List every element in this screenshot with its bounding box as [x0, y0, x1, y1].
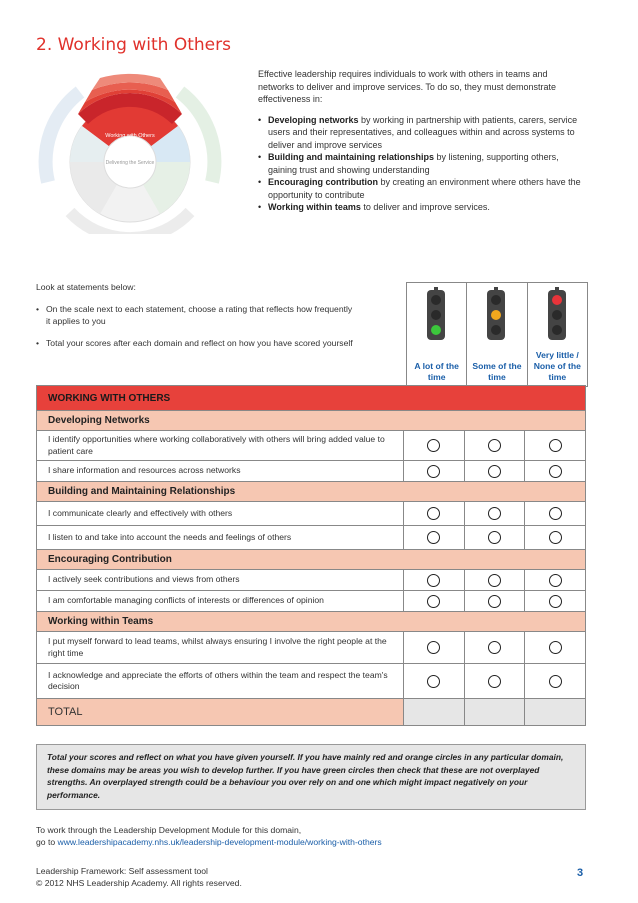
instructions-item: • Total your scores after each domain and reflect on how you have scored yourself: [36, 337, 356, 349]
leadership-framework-wheel: [30, 62, 230, 234]
rating-cell: [404, 431, 465, 460]
rating-radio-little[interactable]: [549, 641, 562, 654]
total-cell-a-lot[interactable]: [404, 699, 465, 725]
table-row: [36, 570, 586, 591]
scale-column-green: [407, 283, 467, 386]
statement-text: I acknowledge and appreciate the efforts of others within the team and respect the team's decision: [37, 664, 404, 698]
total-label: TOTAL: [37, 699, 404, 725]
rating-radio-a-lot[interactable]: [427, 439, 440, 452]
rating-scale-header: [406, 282, 588, 387]
traffic-light-bulb: [431, 325, 441, 335]
intro-text: [258, 68, 583, 214]
total-cell-little[interactable]: [525, 699, 585, 725]
rating-radio-little[interactable]: [549, 507, 562, 520]
rating-radio-some[interactable]: [488, 675, 501, 688]
statement-text: I share information and resources across networks: [37, 461, 404, 481]
intro-list: [258, 114, 583, 214]
intro-item: [258, 114, 583, 152]
traffic-light-icon: [548, 290, 566, 340]
traffic-light-icon: [427, 290, 445, 340]
intro-item-bold: Working within teams: [268, 202, 361, 212]
section-title: Developing Networks: [36, 411, 586, 431]
table-row: [36, 591, 586, 612]
intro-item-bold: Encouraging contribution: [268, 177, 378, 187]
scale-label: A lot of the time: [414, 361, 459, 382]
rating-radio-some[interactable]: [488, 574, 501, 587]
traffic-light-bulb: [491, 325, 501, 335]
assessment-table: [36, 385, 586, 726]
rating-radio-some[interactable]: [488, 595, 501, 608]
page-number: 3: [577, 867, 584, 879]
module-link-prefix: go to: [36, 837, 58, 847]
rating-radio-little[interactable]: [549, 531, 562, 544]
rating-cell: [525, 502, 585, 525]
traffic-light-bulb: [431, 310, 441, 320]
page-title: 2. Working with Others: [36, 35, 231, 55]
rating-radio-little[interactable]: [549, 439, 562, 452]
intro-item-text: by listening, supporting others, gaining trust and showing understanding: [268, 152, 559, 175]
intro-item-text: by working in partnership with patients, carers, service users and their representatives, and colleagues within and across systems to deliver and improve services: [268, 114, 578, 150]
rating-cell: [404, 502, 465, 525]
table-row: [36, 502, 586, 526]
rating-cell: [465, 526, 526, 549]
rating-cell: [525, 664, 585, 698]
rating-radio-some[interactable]: [488, 439, 501, 452]
rating-radio-a-lot[interactable]: [427, 531, 440, 544]
module-link-line: [36, 836, 382, 848]
statement-text: I actively seek contributions and views from others: [37, 570, 404, 590]
traffic-light-bulb: [491, 310, 501, 320]
traffic-light-bulb: [552, 295, 562, 305]
intro-item-text: to deliver and improve services.: [360, 202, 490, 212]
rating-cell: [525, 570, 585, 590]
footer-title: Leadership Framework: Self assessment tool: [36, 866, 208, 876]
rating-cell: [525, 632, 585, 663]
rating-cell: [404, 570, 465, 590]
rating-cell: [404, 461, 465, 481]
statement-text: I listen to and take into account the needs and feelings of others: [37, 526, 404, 549]
module-link-text: [36, 824, 382, 848]
rating-radio-a-lot[interactable]: [427, 595, 440, 608]
traffic-light-bulb: [552, 310, 562, 320]
rating-radio-a-lot[interactable]: [427, 465, 440, 478]
intro-item: [258, 151, 583, 176]
statement-text: I identify opportunities where working collaboratively with others will bring added value to patient care: [37, 431, 404, 460]
rating-cell: [404, 632, 465, 663]
rating-radio-little[interactable]: [549, 675, 562, 688]
traffic-light-bulb: [491, 295, 501, 305]
traffic-light-icon: [487, 290, 505, 340]
rating-cell: [465, 502, 526, 525]
rating-cell: [525, 461, 585, 481]
rating-cell: [525, 591, 585, 611]
intro-item-bold: Developing networks: [268, 114, 359, 125]
section-title: Working within Teams: [36, 612, 586, 632]
rating-cell: [404, 664, 465, 698]
total-row: [36, 699, 586, 726]
rating-radio-little[interactable]: [549, 595, 562, 608]
table-row: [36, 526, 586, 550]
intro-item: [258, 201, 583, 214]
scale-label: Very little / None of the time: [533, 350, 581, 382]
table-header: WORKING WITH OTHERS: [36, 385, 586, 411]
wheel-center-label: Delivering the Service: [105, 160, 155, 166]
table-row: [36, 461, 586, 482]
scale-label: Some of the time: [472, 361, 522, 382]
module-link-intro: To work through the Leadership Development Module for this domain,: [36, 825, 302, 835]
rating-radio-some[interactable]: [488, 641, 501, 654]
footer: [36, 865, 242, 889]
scale-column-red: [528, 283, 587, 386]
rating-radio-little[interactable]: [549, 465, 562, 478]
traffic-light-bulb: [431, 295, 441, 305]
table-row: [36, 632, 586, 664]
rating-radio-some[interactable]: [488, 507, 501, 520]
intro-item-text: by creating an environment where others have the opportunity to contribute: [268, 177, 581, 200]
reflection-note: Total your scores and reflect on what you have given yourself. If you have mainly red and orange circles in any particular domain, these domains may be areas you wish to develop further. If you have green circles then check that these are not overplayed strengths. An overplayed strength could be a behaviour you over rely on and one which might impact negatively on your performance.: [36, 744, 586, 810]
traffic-light-bulb: [552, 325, 562, 335]
rating-radio-a-lot[interactable]: [427, 507, 440, 520]
statement-text: I communicate clearly and effectively with others: [37, 502, 404, 525]
wheel-highlight-label: Working with Others: [105, 133, 155, 139]
rating-cell: [465, 431, 526, 460]
intro-item-bold: Building and maintaining relationships: [268, 152, 435, 162]
statement-text: I put myself forward to lead teams, whilst always ensuring I involve the right people at the right time: [37, 632, 404, 663]
rating-radio-a-lot[interactable]: [427, 675, 440, 688]
rating-cell: [465, 461, 526, 481]
section-title: Encouraging Contribution: [36, 550, 586, 570]
module-link[interactable]: www.leadershipacademy.nhs.uk/leadership-development-module/working-with-others: [57, 837, 382, 847]
total-cell-some[interactable]: [465, 699, 526, 725]
rating-cell: [465, 632, 526, 663]
table-row: [36, 664, 586, 699]
rating-cell: [465, 570, 526, 590]
rating-cell: [525, 431, 585, 460]
rating-cell: [404, 591, 465, 611]
rating-cell: [404, 526, 465, 549]
table-row: [36, 431, 586, 461]
rating-cell: [465, 664, 526, 698]
rating-radio-some[interactable]: [488, 465, 501, 478]
intro-item: [258, 176, 583, 201]
section-title: Building and Maintaining Relationships: [36, 482, 586, 502]
rating-radio-a-lot[interactable]: [427, 641, 440, 654]
rating-radio-little[interactable]: [549, 574, 562, 587]
instructions: [36, 281, 356, 359]
footer-copyright: © 2012 NHS Leadership Academy. All rights reserved.: [36, 878, 242, 888]
rating-cell: [465, 591, 526, 611]
rating-radio-a-lot[interactable]: [427, 574, 440, 587]
scale-column-amber: [467, 283, 527, 386]
instructions-lead: Look at statements below:: [36, 282, 136, 292]
intro-paragraph: Effective leadership requires individuals to work with others in teams and networks to deliver and improve services. To do so, they must demonstrate effectiveness in:: [258, 69, 556, 104]
statement-text: I am comfortable managing conflicts of interests or differences of opinion: [37, 591, 404, 611]
rating-cell: [525, 526, 585, 549]
instructions-list: [36, 303, 356, 349]
instructions-item: • On the scale next to each statement, choose a rating that reflects how frequently it applies to you: [36, 303, 356, 327]
rating-radio-some[interactable]: [488, 531, 501, 544]
